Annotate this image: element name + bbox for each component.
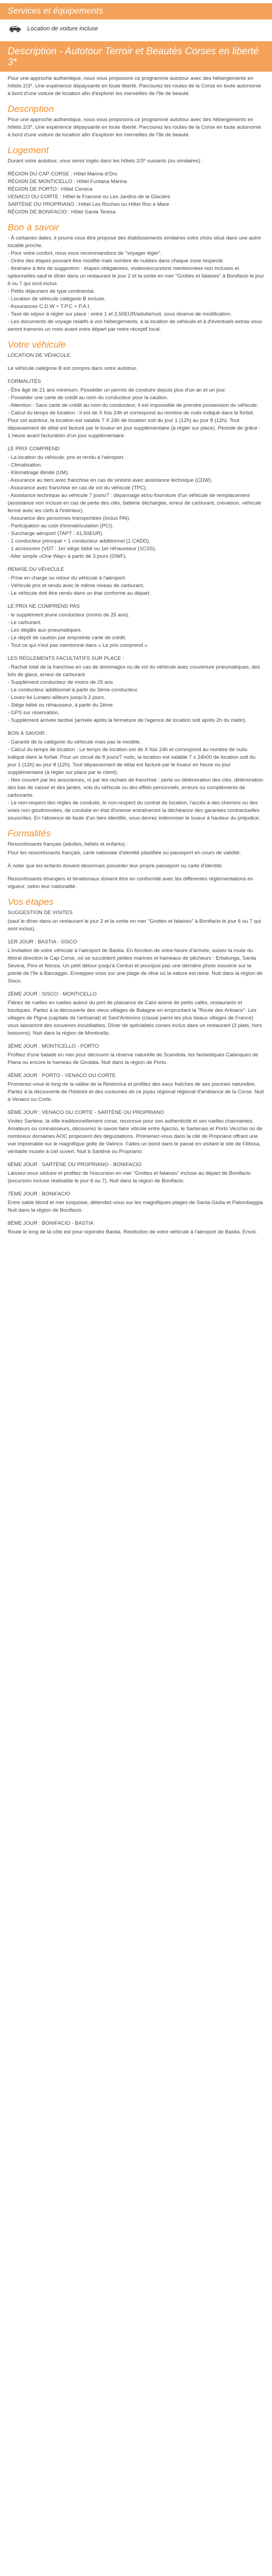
- formalites-text-3: À noter que les enfants doivent désormais posséder leur propre passeport ou carte d'identité.: [8, 863, 223, 869]
- day-item: [8, 1191, 264, 1214]
- day-text: Laissez-vous séduire et profitez de l'excursion en mer "Grottes et falaises" incluse au départ de Bonifacio (excursion incluse réalisable le jour 6 ou 7). Nuit dans la région de Bonifacio.: [8, 1170, 251, 1184]
- bon-a-savoir-heading: Bon à savoir: [8, 222, 59, 232]
- hotel-item: SARTÈNE OU PROPRIANO : Hôtel Les Roches ou Hôtel Roc e Mare: [8, 201, 169, 207]
- day-text: Profitez d'une balade en mer pour découvrir la réserve naturelle de Scandola, les fantastiques Calanques de Piana ou encore le hameau de Girolata. Nuit dans la région de Porto.: [8, 1052, 258, 1066]
- info-item: - À certaines dates, il pourra vous être proposé des établissements similaires votre choix situé dans une autre localité proche.: [8, 235, 261, 249]
- prix-item: - Assurance avec franchise en cas de vol du véhicule (TPC).: [8, 485, 147, 491]
- prix-item: - Assurance au tiers avec franchise en cas de sinistre avec assistance technique (CDW).: [8, 477, 213, 483]
- bon-item: - Garantir de la catégorie du véhicule mais pas le modèle.: [8, 739, 141, 745]
- logement-intro: Durant votre autotour, vous serez logés dans les hôtels 2/3* suivants (ou similaires) :: [8, 158, 203, 164]
- description-title: Description - Autotour Terroir et Beautés Corses en liberté 3*: [0, 41, 272, 72]
- page: [0, 3, 272, 1252]
- prix-comprend-title: LE PRIX COMPREND: [8, 446, 60, 452]
- day-text: Visitez Sartène, la ville traditionnellement corse, reconnue pour son authenticité et ses ruelles charmantes. Amateurs ou connaisseurs, découvrez le savoir-faire viticole entre Ajaccio, le Sartenais et Porto Vecchio où de nombreux domaines AOC proposent des dégustations. Promenez-vous dans la cité de Propriano offrant une vue imprenable sur le magnifique golfe de Valinco. Faites un bond dans le passé en visitant le site de Filitosa, véritable musée à ciel ouvert. Nuit à Sartène ou Propriano.: [8, 1118, 263, 1155]
- prix-item: - Participation au coût d'immatriculation (PCI).: [8, 523, 114, 529]
- info-item: - Les documents de voyage relatifs à vos hébergements, à la location de véhicule et à d'éventuels extras vous seront transmis un mois avant votre départ par notre réceptif local.: [8, 319, 262, 332]
- remise-item: - Le véhicule doit être rendu dans un état conforme au départ.: [8, 590, 151, 596]
- prix-item: - Aller simple «One Way» à partir de 3 jours (OWF).: [8, 553, 127, 559]
- day-title: 7ÈME JOUR : BONIFACIO: [8, 1191, 71, 1197]
- day-item: [8, 1161, 264, 1185]
- formalites-heading: Formalités: [8, 828, 51, 839]
- location-title: LOCATION DE VÉHICULE: [8, 352, 70, 358]
- day-item: [8, 991, 264, 1037]
- prix-item: - Surcharge aéroport (TAPT : 41,50EUR).: [8, 531, 104, 537]
- regles-list: [8, 664, 264, 725]
- service-item: [0, 20, 272, 38]
- prix-item: - Assurance des personnes transportées (inclus PAI).: [8, 515, 131, 521]
- day-item: [8, 939, 264, 985]
- hotel-list: [8, 171, 264, 216]
- suggestion-text: (sauf le dîner dans un restaurant le jour 2 et la sortie en mer "Grottes et falaises" à Bonifacio le jour 6 ou 7 qui sont inclus).: [8, 918, 261, 932]
- prix-item: - Kilométrage illimité (UM).: [8, 470, 70, 476]
- service-label: Location de voiture incluse: [27, 26, 98, 32]
- info-item: - Itinéraire à titre de suggestion : étapes obligatoires, visites/excursions mentionnées non incluses et optionnelles sauf le dîner dans un restaurant le jour 2 et la sortie en mer "Grottes et falaises" à Bonifacio le jour 6 ou 7 qui sont inclus.: [8, 266, 264, 287]
- regle-item: - Supplément arrivée tardive (arrivée après la fermeture de l'agence de location soit après 2h du matin).: [8, 717, 247, 723]
- vehicule-heading: Votre véhicule: [8, 339, 66, 350]
- hotel-item: RÉGION DU CAP CORSE : Hôtel Marina d'Oro: [8, 171, 118, 177]
- remise-list: [8, 575, 264, 597]
- prix-item: - Climatisation.: [8, 462, 42, 468]
- regle-item: - GPS sur réservation.: [8, 710, 59, 716]
- description-heading: Description: [8, 104, 54, 114]
- exclusion-item: - le supplément jeune conducteur (moins de 25 ans).: [8, 612, 129, 618]
- info-item: - Assurances C.D.W + T.P.C + P.A.I.: [8, 304, 91, 310]
- day-text: Flânez de ruelles en ruelles autour du port de plaisance de Calvi animé de petits cafés, restaurants et boutiques. Partez à la découverte des vieux villages de Balagne en empruntant la "Route des Artisans". Les villages de Pigna (capitale de l'artisanat) et Sant'Antonino (classé parmi les plus beaux villages de France) vous laisseront des souvenirs inoubliables. Dîner de spécialités corses inclus dans un restaurant (3 plats, hors boissons). Nuit dans la région de Monticello.: [8, 1000, 262, 1036]
- car-icon: [8, 25, 22, 33]
- services-title: Services et équipements: [0, 3, 272, 20]
- formalite-item: - Être âgé de 21 ans minimum. Posséder un permis de conduire depuis plus d'un an et un jour.: [8, 387, 226, 393]
- formalites-text-4: Ressortissants étrangers et binationaux doivent être en conformité avec les différentes réglementations en vigueur, selon leur nationalité.: [8, 876, 254, 890]
- day-title: 1ER JOUR : BASTIA - SISCO: [8, 939, 77, 945]
- regle-item: - Siège bébé ou réhausseur, à partir du 2ème.: [8, 702, 114, 708]
- hotel-item: VENACO OU CORTE : Hôtel le Fracone ou Les Jardins de la Glacière: [8, 194, 170, 200]
- exclusion-item: - Le carburant.: [8, 620, 42, 626]
- day-title: 2ÈME JOUR : SISCO - MONTICELLO: [8, 991, 97, 997]
- suggestion-title: SUGGESTION DE VISITES: [8, 910, 73, 916]
- regles-title: LES RÈGLEMENTS FACULTATIFS SUR PLACE :: [8, 656, 124, 662]
- formalites-text-1: Ressortissants français (adultes, bébés et enfants) :: [8, 841, 128, 847]
- formalite-item: - Calcul du temps de location : Il est de X fois 24h et correspond au nombre de nuits indiqué dans le forfait. Pour cet autotour, la location est valable 7 X 24h de location soit du jour 1 (12h) au jour 8 (12h). Tout dépassement de délai est facturé par le loueur en jour supplémentaire (à régler sur place). Période de grâce : 1 heure avant facturation d'un jour supplémentaire.: [8, 410, 261, 439]
- day-item: [8, 1043, 264, 1067]
- prix-item: - 1 accessoire (VDT : 1er siège bébé ou 1er réhausseur (1CSS).: [8, 546, 157, 552]
- regle-item: - Supplément conducteur de moins de 25 ans: [8, 679, 113, 685]
- regle-item: - Louez-lui Lunaez-ailleurs jusqu'à 2 jours.: [8, 695, 106, 701]
- day-text: Route le long de la côte est pour rejoindre Bastia. Restitution de votre véhicule à l'aéroport de Bastia. Envol.: [8, 1229, 257, 1235]
- main-content: [0, 72, 272, 1252]
- prix-ne-comprend-title: LE PRIX NE COMPREND PAS: [8, 603, 80, 609]
- formalite-item: - Posséder une carte de crédit au nom du conducteur pour la caution.: [8, 395, 168, 401]
- day-title: 8ÈME JOUR : BONIFACIO - BASTIA: [8, 1220, 94, 1226]
- day-title: 6ÈME JOUR : SARTÈNE OU PROPRIANO - BONIFACIO: [8, 1162, 142, 1168]
- prix-comprend-list: [8, 454, 264, 560]
- day-item: [8, 1220, 264, 1236]
- info-item: - Taxe de séjour à régler sur place : entre 1 et 2,50EUR/adulte/nuit, sous réserve de modification.: [8, 311, 232, 317]
- day-text: L'invitation de votre véhicule à l'aéroport de Bastia. En fonction de votre heure d'arrivée, suivez la route du littoral direction le Cap Corse, où se succèdent petites marines et hameaux de pêcheurs : Erbalunga, Santa Severa, Pino et Nonza. Un petit détour jusqu'à Centuri et pourquoi pas une dernière photo souvenir sur la pointe de l'île à Barcaggio. Enveppez-vous sur une plage de rêve où la nature est reine. Nuit dans la région de Sisco.: [8, 948, 263, 984]
- logement-heading: Logement: [8, 145, 49, 155]
- prix-item: - Assistance technique au véhicule 7 jours/7 : dépannage et/ou fourniture d'un véhicule de remplacement (assistance non incluse en cas de perte des clés, batterie déchargée, erreur de carburant, crevaison, véhicule fermé avec les clefs à l'intérieur).: [8, 493, 262, 514]
- description-text: Pour une approche authentique, nous vous proposons ce programme autotour avec des hébergements en hôtels 2/3*. Une expérience dépaysante en toute liberté. Parcourez les routes de la Corse en toute autonomie à bord d'une voiture de location afin d'explorer les merveilles de l'île de beauté.: [8, 117, 262, 138]
- day-title: 4ÈME JOUR : PORTO - VENACO OU CORTE: [8, 1073, 116, 1079]
- exclusion-item: - Le dépôt de caution par empreinte carte de crédit.: [8, 635, 127, 641]
- formalites-list: [8, 387, 264, 440]
- formalites-title: FORMALITÉS: [8, 379, 41, 385]
- etapes-heading: Vos étapes: [8, 897, 54, 907]
- hotel-item: RÉGION DE PORTO : Hôtel Corsica: [8, 186, 92, 192]
- info-item: - Pour votre confort, nous vous recommandons de "voyager léger".: [8, 250, 162, 256]
- day-title: 3ÈME JOUR : MONTICELLO - PORTO: [8, 1043, 99, 1049]
- info-item: - Petits déjeuners de type continental.: [8, 288, 95, 294]
- formalite-item: - Attention : Sans carte de crédit au nom du conducteur, il est impossible de prendre possession du véhicule.: [8, 402, 258, 408]
- regle-item: - Rachat total de la franchise en cas de dommages ou de vol du véhicule avec couverture pneumatiques, des bris de glace, erreur de carburant: [8, 664, 260, 678]
- formalites-text-2: Pour les ressortissants français, carte nationale d'identité plastifiée ou passeport en cours de validité.: [8, 850, 241, 856]
- day-text: Promenez-vous le long de la vallée de la Restonica et profitez des eaux fraîches de ses piscines naturelles. Partez à la découverte de l'histoire et des coutumes de ce joyau régional régional d'ambiance de la Corse. Nuit à Venaco ou Corte.: [8, 1081, 264, 1103]
- day-list: [8, 939, 264, 1236]
- day-item: [8, 1072, 264, 1104]
- info-item: - Ordre des étapes pouvant être modifié mais nombre de nuitées dans chaque zone respecté.: [8, 258, 224, 264]
- bon-item: - Non couvert par les assurances, ni par les rachats de franchise : perte ou détérioration des clés, détérioration des bas de caisse et des jantes, vols du véhicule ou des effets personnels, erreurs ou compléments de carburants.: [8, 777, 263, 798]
- bon-item: - Calcul du temps de location : Le temps de location est de X fois 24h et correspond au nombre de nuits indiqué dans le forfait. Pour un circuit de 8 jours/7 nuits, la location est valable 7 x 24h00 de location soit du jour 1 (12h) au jour 8 (12h). Tout dépassement de délai est facturé par le loueur en heure ou jour supplémentaire (à régler sur place par le client).: [8, 747, 256, 776]
- intro-text: Pour une approche authentique, nous vous proposons ce programme autotour avec des hébergements en hôtels 2/3*. Une expérience dépaysante en toute liberté. Parcourez les routes de la Corse en toute autonomie à bord d'une voiture de location afin d'explorer les merveilles de l'île de beauté.: [8, 75, 262, 97]
- prix-item: - La location du véhicule, pris et rendu à l'aéroport.: [8, 455, 125, 461]
- bon-list: [8, 739, 264, 822]
- bon-a-savoir-list: [8, 235, 264, 333]
- prix-ne-comprend-list: [8, 612, 264, 650]
- regle-item: - Le conducteur additionnel à partir du 3ème conducteur.: [8, 687, 139, 693]
- hotel-item: RÉGION DE BONIFACIO : Hôtel Santa Teresa: [8, 209, 116, 215]
- location-text: Le véhicule catégorie B est compris dans votre autotour.: [8, 366, 138, 371]
- prix-item: - 1 conducteur principal + 1 conducteur additionnel (1 CADD).: [8, 538, 151, 544]
- exclusion-item: - Les dégâts aux pneumatiques.: [8, 627, 82, 633]
- info-item: - Location de véhicule catégorie B incluse.: [8, 296, 106, 302]
- bon-title: BON À SAVOIR :: [8, 730, 48, 736]
- remise-item: - Prise en charge ou retour du véhicule à l'aéroport.: [8, 575, 127, 581]
- day-text: Entre sable blond et mer turquoise, détendez-vous sur les magnifiques plages de Santa Giulia et Palombaggia. Nuit dans la région de Bonifacio.: [8, 1200, 264, 1213]
- hotel-item: RÉGION DE MONTICELLO : Hôtel Funtana Marina: [8, 179, 127, 185]
- day-item: [8, 1109, 264, 1156]
- day-title: 5ÈME JOUR : VENACO OU CORTE - SARTÈNE OU PROPRIANO: [8, 1110, 164, 1116]
- remise-title: REMISE DU VÉHICULE: [8, 566, 64, 572]
- exclusion-item: - Tout ce qui n'est pas mentionné dans « Le prix comprend ».: [8, 643, 149, 648]
- bon-item: - Le non-respect des règles de conduite, le non-respect du contrat de location, l'accès à des chemins ou des voies non goudronnées, de conduite en état d'ivresse entraîneront la déchéance des garanties contractuelles souscrites. En l'absence de faute d'un tiers identifié, vous devrez indemniser le loueur à hauteur du préjudice.: [8, 800, 261, 821]
- remise-item: - Véhicule pris et rendu avec le même niveau de carburant.: [8, 583, 145, 589]
